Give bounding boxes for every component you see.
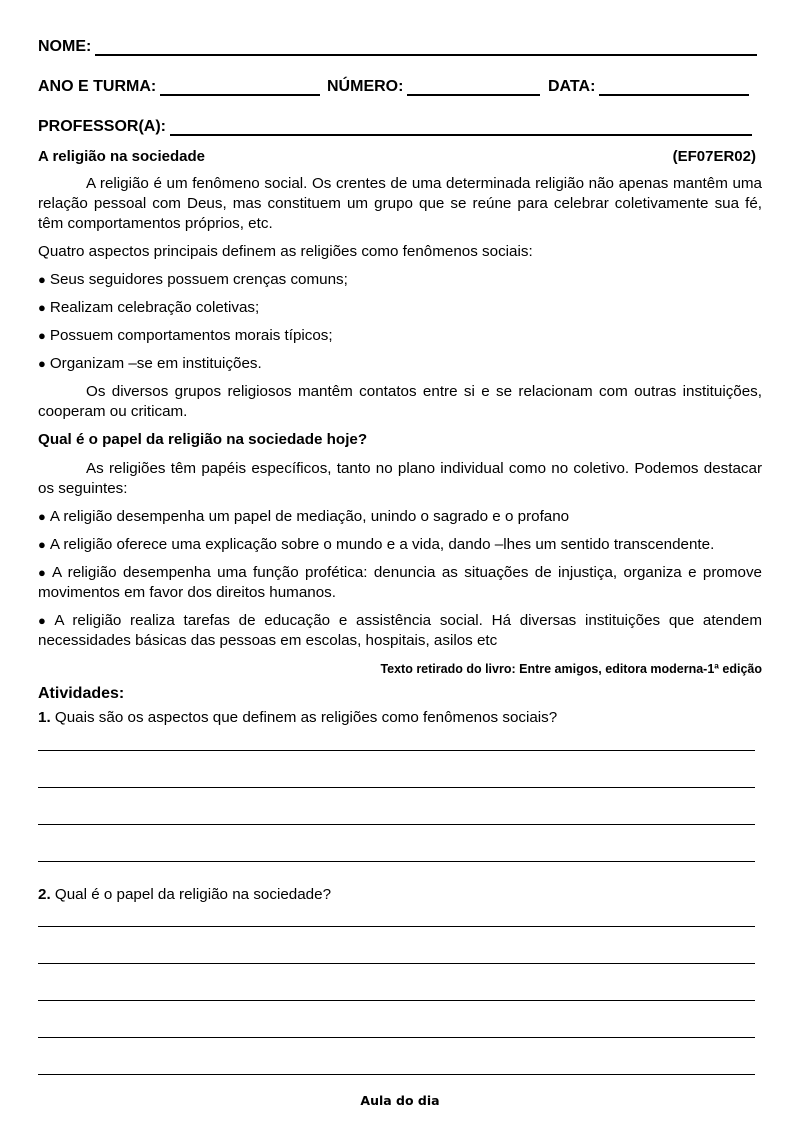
answer-line[interactable] [38,999,755,1001]
question-2-text: Qual é o papel da religião na sociedade? [54,886,332,903]
question-1 [38,708,762,728]
name-blank-line[interactable] [95,39,757,56]
number-blank-line[interactable] [407,79,540,96]
number-field[interactable] [327,78,540,96]
role-item [38,507,762,527]
page-footer: Aula do dia [360,1093,440,1108]
question-1-number: 1. [38,709,51,726]
aspect-text: Possuem comportamentos morais típicos; [49,327,333,344]
lesson-title: A religião na sociedade [38,148,205,165]
question-2-number: 2. [38,886,51,903]
curriculum-code: (EF07ER02) [672,148,756,165]
date-field[interactable] [548,78,749,96]
aspect-item [38,354,762,374]
answer-line[interactable] [38,749,755,751]
bullet-icon: ● [38,613,51,628]
role-heading: Qual é o papel da religião na sociedade hoje? [38,431,368,448]
role-item [38,563,762,603]
source-citation: Texto retirado do livro: Entre amigos, editora moderna-1ª edição [380,662,762,676]
question-1-text: Quais são os aspectos que definem as religiões como fenômenos sociais? [54,709,558,726]
aspects-lead: Quatro aspectos principais definem as religiões como fenômenos sociais: [38,243,533,260]
role-intro: As religiões têm papéis específicos, tanto no plano individual como no coletivo. Podemos destacar os seguintes: [38,460,762,497]
answer-line[interactable] [38,1073,755,1075]
teacher-blank-line[interactable] [170,119,752,136]
aspect-item [38,298,762,318]
role-item [38,611,762,651]
groups-paragraph: Os diversos grupos religiosos mantêm contatos entre si e se relacionam com outras instituições, cooperam ou criticam. [38,383,762,420]
aspect-text: Seus seguidores possuem crenças comuns; [49,271,348,288]
answer-line[interactable] [38,860,755,862]
question-2 [38,885,762,905]
role-text: A religião oferece uma explicação sobre o mundo e a vida, dando –lhes um sentido transcendente. [49,536,715,553]
answer-line[interactable] [38,823,755,825]
bullet-icon: ● [38,272,46,287]
answer-line[interactable] [38,1036,755,1038]
answer-line[interactable] [38,925,755,927]
bullet-icon: ● [38,537,46,552]
date-blank-line[interactable] [599,79,749,96]
role-item [38,535,762,555]
aspect-item [38,270,762,290]
name-field[interactable] [38,38,757,56]
aspect-text: Organizam –se em instituições. [49,355,262,372]
teacher-label: PROFESSOR(A): [38,118,166,135]
role-text: A religião desempenha um papel de mediação, unindo o sagrado e o profano [49,508,570,525]
year-class-field[interactable] [38,78,320,96]
bullet-icon: ● [38,300,46,315]
answer-line[interactable] [38,962,755,964]
number-label: NÚMERO: [327,78,404,95]
answer-line[interactable] [38,786,755,788]
date-label: DATA: [548,78,596,95]
bullet-icon: ● [38,356,46,371]
year-class-label: ANO E TURMA: [38,78,157,95]
name-label: NOME: [38,38,92,55]
bullet-icon: ● [38,328,46,343]
teacher-field[interactable] [38,118,752,136]
intro-paragraph: A religião é um fenômeno social. Os crentes de uma determinada religião não apenas mantêm uma relação pessoal com Deus, mas constituem um grupo que se reúne para celebrar coletivamente sua fé, têm comportamentos próprios, etc. [38,175,762,232]
aspect-item [38,326,762,346]
bullet-icon: ● [38,565,48,580]
activities-heading: Atividades: [38,685,125,702]
role-text: A religião realiza tarefas de educação e assistência social. Há diversas instituições que atendem necessidades básicas das pessoas em escolas, hospitais, asilos etc [38,612,762,649]
bullet-icon: ● [38,509,46,524]
lesson-title-row [38,147,762,167]
year-class-blank-line[interactable] [160,79,320,96]
aspect-text: Realizam celebração coletivas; [49,299,260,316]
role-text: A religião desempenha uma função profética: denuncia as situações de injustiça, organiza e promove movimentos em favor dos direitos humanos. [38,564,762,601]
